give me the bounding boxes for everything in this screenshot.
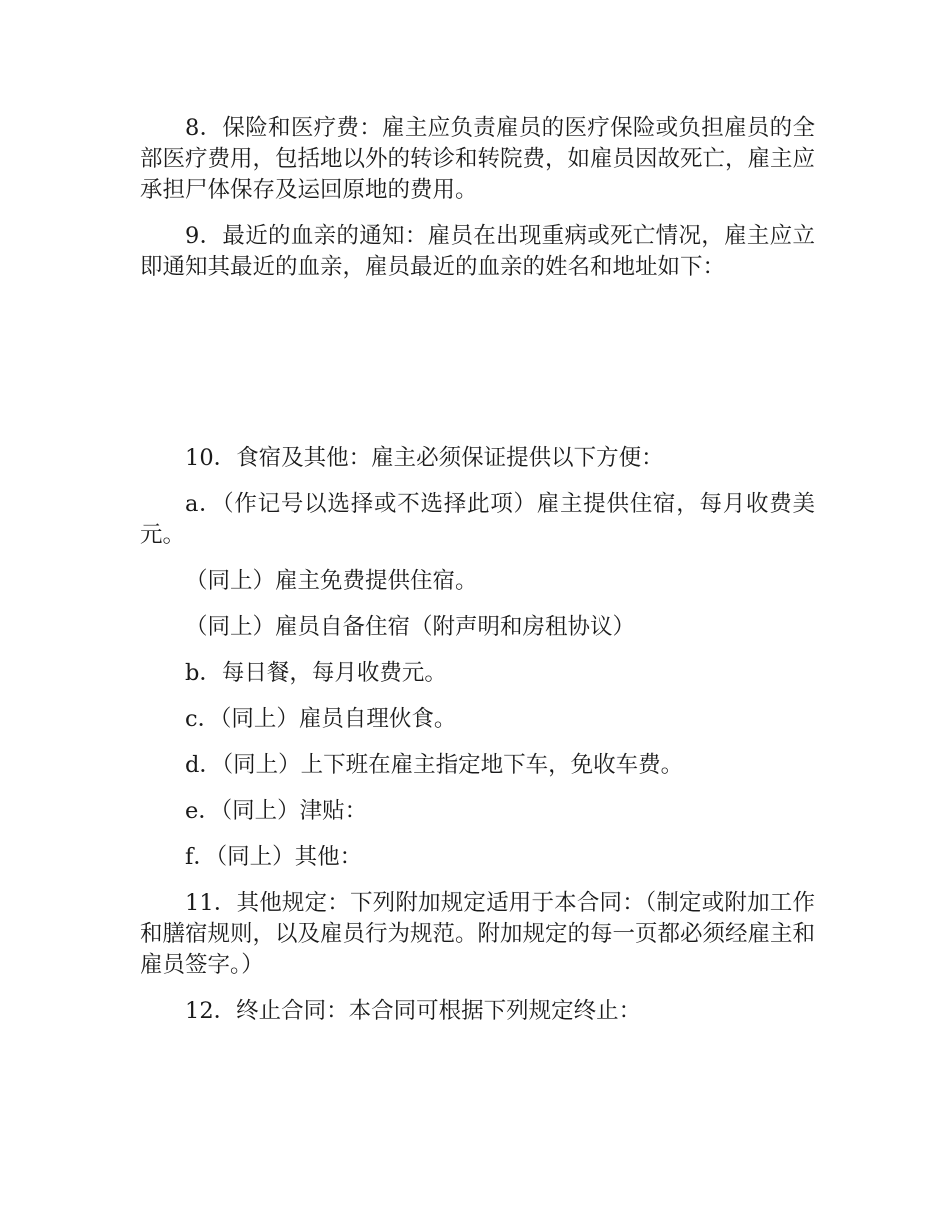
document-body <box>140 113 815 1042</box>
clause-10-e-allowance: e．（同上）津贴： <box>185 798 368 824</box>
clause-12-termination: 12．终止合同：本合同可根据下列规定终止： <box>185 998 642 1024</box>
clause-8-insurance-medical: 8．保险和医疗费：雇主应负责雇员的医疗保险或负担雇员的全部医疗费用，包括地以外的转诊和转院费，如雇员因故死亡，雇主应承担尸体保存及运回原地的费用。 <box>140 115 816 203</box>
clause-10-board-lodging: 10．食宿及其他：雇主必须保证提供以下方便： <box>185 445 664 471</box>
clause-10-f-other: f．（同上）其他： <box>185 844 363 870</box>
clause-10-d-transport: d．（同上）上下班在雇主指定地下车，免收车费。 <box>185 752 684 778</box>
blank-space-next-of-kin <box>140 298 815 443</box>
clause-10-a-lodging-fee: a．（作记号以选择或不选择此项）雇主提供住宿，每月收费美元。 <box>140 491 815 548</box>
clause-10-b-meals: b．每日餐，每月收费元。 <box>185 660 447 686</box>
clause-10-c-self-meals: c．（同上）雇员自理伙食。 <box>185 706 457 732</box>
clause-9-next-of-kin: 9．最近的血亲的通知：雇员在出现重病或死亡情况，雇主应立即通知其最近的血亲，雇员最近的血亲的姓名和地址如下： <box>140 223 815 280</box>
clause-10-free-lodging: （同上）雇主免费提供住宿。 <box>185 568 478 594</box>
clause-11-other-provisions: 11．其他规定：下列附加规定适用于本合同：（制定或附加工作和膳宿规则，以及雇员行为规范。附加规定的每一页都必须经雇主和雇员签字。） <box>140 890 816 978</box>
clause-10-self-lodging: （同上）雇员自备住宿（附声明和房租协议） <box>185 614 636 640</box>
